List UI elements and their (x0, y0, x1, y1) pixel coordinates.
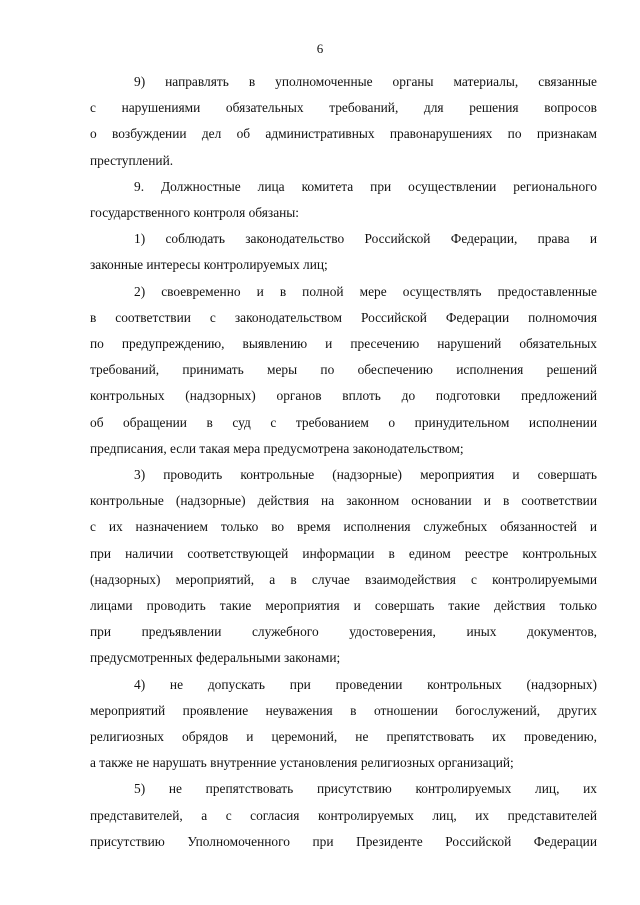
text-line: 5) не препятствовать присутствию контролируемых лиц, их (134, 781, 597, 797)
text-line: при предъявлении служебного удостоверения, иных документов, (90, 624, 597, 640)
text-line: представителей, а с согласия контролируемых лиц, их представителей (90, 807, 597, 823)
text-line: 4) не допускать при проведении контрольных (надзорных) (134, 676, 597, 692)
text-line: 9. Должностные лица комитета при осуществлении регионального (134, 178, 597, 194)
text-line: присутствию Уполномоченного при Президенте Российской Федерации (90, 833, 597, 849)
text-line: законные интересы контролируемых лиц; (90, 257, 328, 273)
text-line: а также не нарушать внутренние установления религиозных организаций; (90, 755, 514, 771)
text-line: в соответствии с законодательством Российской Федерации полномочия (90, 309, 597, 325)
text-line: требований, принимать меры по обеспечению исполнения решений (90, 362, 597, 378)
text-line: контрольные (надзорные) действия на законном основании и в соответствии (90, 493, 597, 509)
text-line: с нарушениями обязательных требований, для решения вопросов (90, 100, 597, 116)
text-line: с их назначением только во время исполнения служебных обязанностей и (90, 519, 597, 535)
text-line: мероприятий проявление неуважения в отношении богослужений, других (90, 702, 597, 718)
page-number: 6 (316, 41, 324, 56)
text-line: государственного контроля обязаны: (90, 205, 300, 220)
text-line: 2) своевременно и в полной мере осуществлять предоставленные (134, 283, 597, 299)
text-line: 1) соблюдать законодательство Российской Федерации, права и (134, 231, 597, 247)
text-line: по предупреждению, выявлению и пресечению нарушений обязательных (90, 336, 597, 351)
text-line: 9) направлять в уполномоченные органы материалы, связанные (134, 74, 597, 89)
text-line: лицами проводить такие мероприятия и совершать такие действия только (90, 598, 597, 613)
text-line: о возбуждении дел об административных правонарушениях по признакам (90, 126, 597, 142)
text-line: религиозных обрядов и церемоний, не препятствовать их проведению, (90, 729, 597, 744)
text-line: контрольных (надзорных) органов вплоть до подготовки предложений (90, 388, 597, 404)
text-line: при наличии соответствующей информации в едином реестре контрольных (90, 545, 597, 561)
text-line: предусмотренных федеральными законами; (90, 650, 341, 666)
text-line: преступлений. (90, 152, 174, 168)
text-line: (надзорных) мероприятий, а в случае взаимодействия с контролируемыми (90, 571, 597, 587)
text-line: предписания, если такая мера предусмотрена законодательством; (90, 440, 464, 456)
text-line: об обращении в суд с требованием о принудительном исполнении (90, 414, 597, 430)
text-line: 3) проводить контрольные (надзорные) мероприятия и совершать (134, 467, 597, 482)
